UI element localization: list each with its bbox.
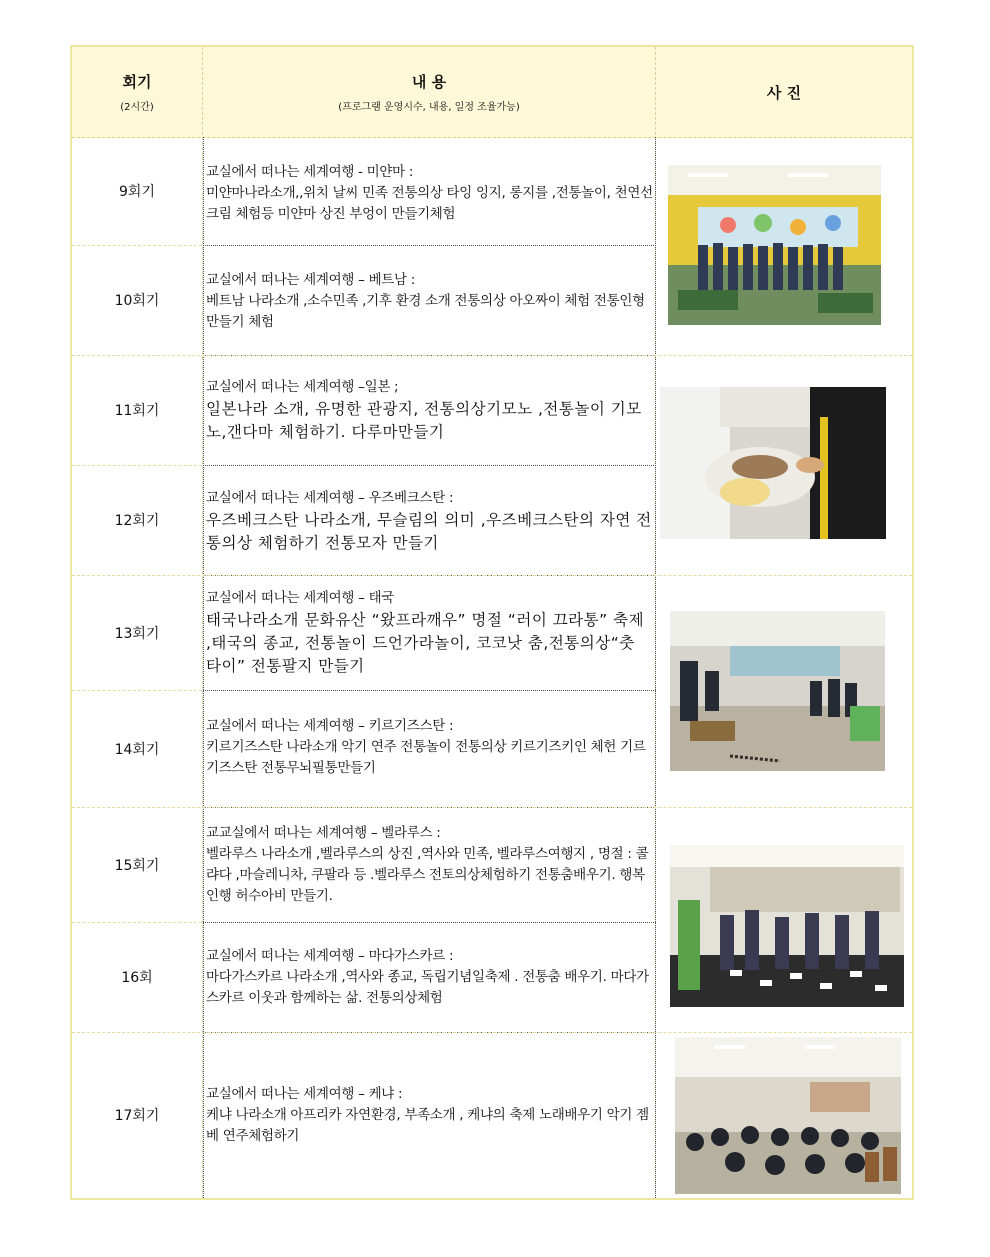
session-label: 11회기 — [114, 403, 160, 419]
session-label: 10회기 — [114, 293, 160, 309]
row-desc: 일본나라 소개, 유명한 관광지, 전통의상기모노 ,전통놀이 기모노,갠다마 체험하기. 다루마만들기 — [206, 399, 642, 441]
session-label: 14회기 — [114, 741, 160, 758]
row-desc: 우즈베크스탄 나라소개, 무슬림의 의미 ,우즈베크스탄의 자연 전통의상 체험하기 전통모자 만들기 — [206, 510, 652, 552]
row-desc: 미얀마나라소개,,위치 날씨 민족 전통의상 타잉 잉지, 롱지를 ,전통놀이, 천연선크림 체험등 미얀마 상진 부엉이 만들기체험 — [206, 184, 653, 222]
session-label: 12회기 — [114, 513, 160, 529]
session-label: 17회기 — [114, 1108, 160, 1124]
session-label: 15회기 — [114, 857, 160, 874]
classroom-group-photo — [668, 165, 881, 325]
cooking-activity-photo — [660, 387, 886, 539]
content-border-right — [655, 137, 656, 1198]
dance-activity-photo — [670, 845, 904, 1007]
classroom-group-photo-image — [668, 165, 881, 325]
header-content-title: 내 용 — [411, 73, 447, 91]
row-desc: 마다가스카르 나라소개 ,역사와 종교, 독립기념일축제 . 전통춤 배우기. 마다가스카르 이웃과 함께하는 삶. 전통의상체험 — [206, 968, 649, 1006]
row-title: 교실에서 떠나는 세계여행 – 키르기즈스탄 : — [206, 717, 454, 734]
row-desc: 케냐 나라소개 아프리카 자연환경, 부족소개 , 케냐의 축제 노래배우기 악기 젬베 연주체험하기 — [206, 1106, 649, 1144]
row-title: 교실에서 떠나는 세계여행 – 우즈베크스탄 : — [206, 489, 454, 506]
row-title: 교실에서 떠나는 세계여행 –일본 ; — [206, 378, 399, 395]
row-title: 교실에서 떠나는 세계여행 – 마다가스카르 : — [206, 947, 454, 964]
row-content — [206, 583, 654, 683]
circle-drum-photo — [675, 1037, 901, 1194]
header-content — [203, 47, 655, 137]
row-desc: 베트남 나라소개 ,소수민족 ,기후 환경 소개 전통의상 아오짜이 체험 전통인형 만들기 체험 — [206, 292, 645, 330]
dance-activity-photo-image — [670, 845, 904, 1007]
row-title: 교실에서 떠나는 세계여행 – 케냐 : — [206, 1085, 403, 1102]
header-session-title: 회기 — [122, 73, 152, 91]
row-desc: 태국나라소개 문화유산 “왔프라깨우” 명절 “러이 끄라통” 축제 ,태국의 종교, 전통놀이 드언가라놀이, 코코낫 춤,전통의상“춧 타이” 전통팔지 만들기 — [206, 611, 645, 675]
row-content — [206, 937, 654, 1017]
row-divider — [203, 922, 656, 923]
row-divider — [203, 245, 656, 246]
row-title: 교실에서 떠나는 세계여행 – 태국 — [206, 590, 395, 606]
circle-drum-photo-image — [675, 1037, 901, 1194]
row-title: 교교실에서 떠나는 세계여행 – 벨라루스 : — [206, 825, 441, 841]
program-table — [70, 45, 914, 1200]
classroom-activity-photo — [670, 611, 885, 771]
header-content-sub: (프로그램 운영시수, 내용, 일정 조율가능) — [338, 102, 520, 113]
header-session-sub: (2시간) — [120, 102, 154, 113]
row-content — [206, 707, 654, 787]
row-title: 교실에서 떠나는 세계여행 - 미얀마 : — [206, 163, 414, 180]
row-content — [206, 817, 654, 913]
session-label: 16회 — [121, 970, 153, 986]
row-divider — [203, 465, 656, 466]
row-divider — [203, 690, 656, 691]
row-desc: 벨라루스 나라소개 ,벨라루스의 상진 ,역사와 민족, 벨라루스여행지 , 명절 : 콜랴다 ,마슬레니차, 쿠팔라 등 .벨라루스 전토의상체험하기 전통춤배우기. 행복인행 허수아비 만들기. — [206, 846, 649, 904]
row-content — [206, 153, 654, 233]
session-label: 9회기 — [119, 184, 155, 200]
header-photo-title: 사 진 — [766, 83, 802, 102]
row-desc: 키르기즈스탄 나라소개 악기 연주 전통놀이 전통의상 키르기즈키인 체헌 기르기즈스탄 전통무뇌필통만들기 — [206, 738, 646, 776]
content-border-left — [203, 137, 204, 1198]
header-photo — [656, 47, 912, 137]
table-header — [72, 47, 912, 138]
header-session — [72, 47, 202, 137]
row-title: 교실에서 떠나는 세계여행 – 베트남 : — [206, 271, 416, 288]
cooking-activity-photo-image — [660, 387, 886, 539]
session-label: 13회기 — [114, 625, 160, 642]
row-content — [206, 369, 654, 451]
classroom-activity-photo-image — [670, 611, 885, 771]
row-content — [206, 1075, 654, 1155]
row-content — [206, 261, 654, 341]
row-content — [206, 481, 654, 561]
